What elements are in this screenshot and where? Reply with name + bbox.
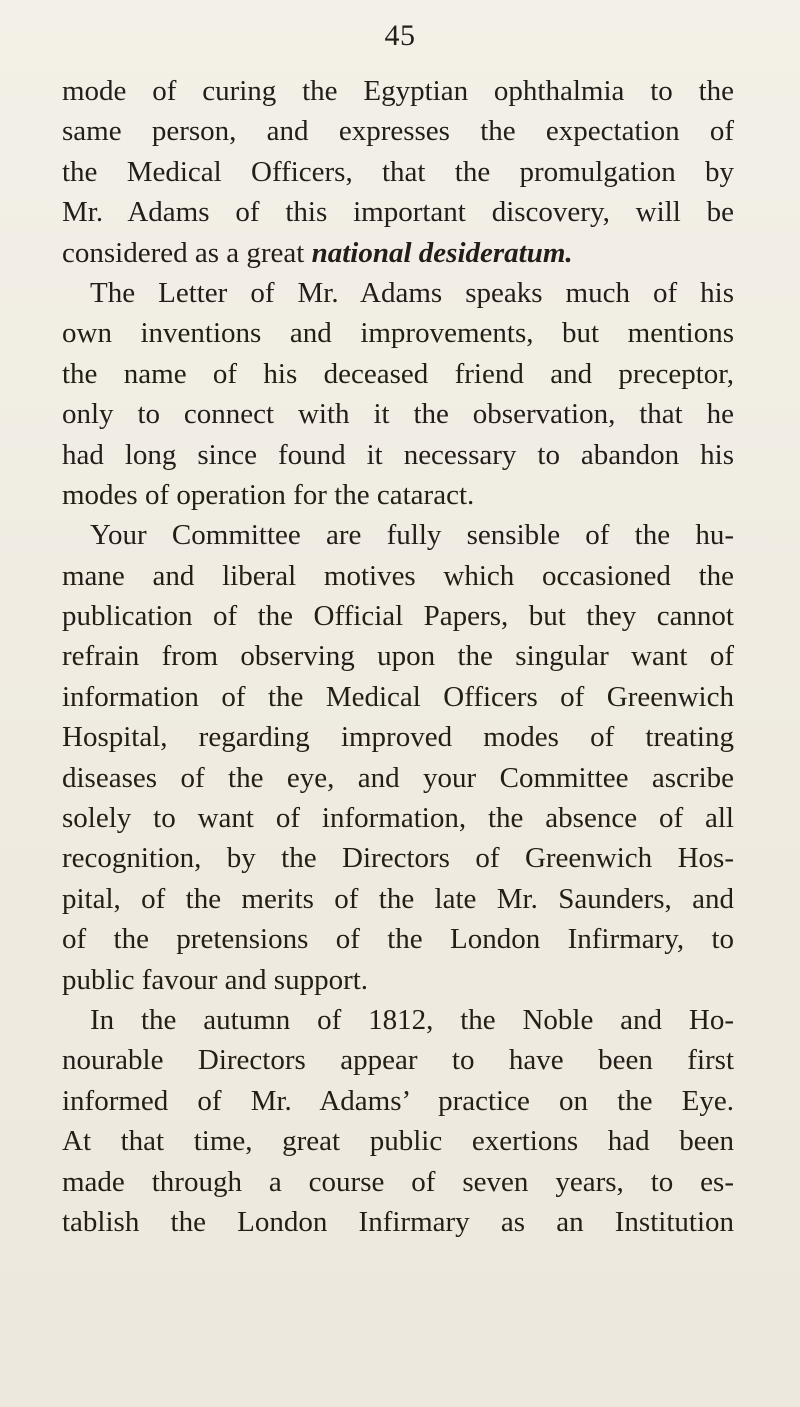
text-line: pital, of the merits of the late Mr. Saunders, and xyxy=(62,882,734,915)
text-line: Mr. Adams of this important discovery, will be xyxy=(62,196,734,229)
text-line xyxy=(62,233,734,273)
page-number: 45 xyxy=(384,19,416,52)
text-line: own inventions and improvements, but mentions xyxy=(62,317,734,350)
paragraph-end-line: public favour and support. xyxy=(62,963,369,996)
body-text xyxy=(62,71,734,1242)
paragraph-end-line: modes of operation for the cataract. xyxy=(62,478,475,511)
text-line: only to connect with it the observation, that he xyxy=(62,398,734,431)
paragraph-start-line: In the autumn of 1812, the Noble and Ho- xyxy=(90,1003,734,1036)
text-line: nourable Directors appear to have been first xyxy=(62,1044,734,1077)
text-line: made through a course of seven years, to es- xyxy=(62,1165,734,1198)
text-line: the name of his deceased friend and preceptor, xyxy=(62,357,734,390)
text-line: publication of the Official Papers, but they cannot xyxy=(62,600,734,633)
text-line: Hospital, regarding improved modes of treating xyxy=(62,721,734,754)
text-line: mane and liberal motives which occasioned the xyxy=(62,559,734,592)
text-line: mode of curing the Egyptian ophthalmia to the xyxy=(62,75,734,107)
paragraph-start-line: The Letter of Mr. Adams speaks much of his xyxy=(90,276,734,309)
text-line: diseases of the eye, and your Committee ascribe xyxy=(62,761,734,794)
text-line: same person, and expresses the expectation of xyxy=(62,115,734,148)
text-line: the Medical Officers, that the promulgation by xyxy=(62,155,734,188)
text-line: information of the Medical Officers of Greenwich xyxy=(62,680,734,713)
text-line: of the pretensions of the London Infirmary, to xyxy=(62,923,734,956)
italic-phrase: national desideratum. xyxy=(311,236,573,269)
text-line-start: considered as a great xyxy=(62,236,305,269)
text-line: refrain from observing upon the singular want of xyxy=(62,640,734,673)
text-line: informed of Mr. Adams’ practice on the Eye. xyxy=(62,1084,734,1117)
text-line: had long since found it necessary to abandon his xyxy=(62,438,734,471)
text-line: recognition, by the Directors of Greenwich Hos- xyxy=(62,842,734,875)
paragraph-start-line: Your Committee are fully sensible of the hu- xyxy=(90,519,734,552)
text-line: tablish the London Infirmary as an Institution xyxy=(62,1205,734,1238)
text-line: At that time, great public exertions had been xyxy=(62,1125,734,1158)
text-line: solely to want of information, the absence of all xyxy=(62,802,734,835)
